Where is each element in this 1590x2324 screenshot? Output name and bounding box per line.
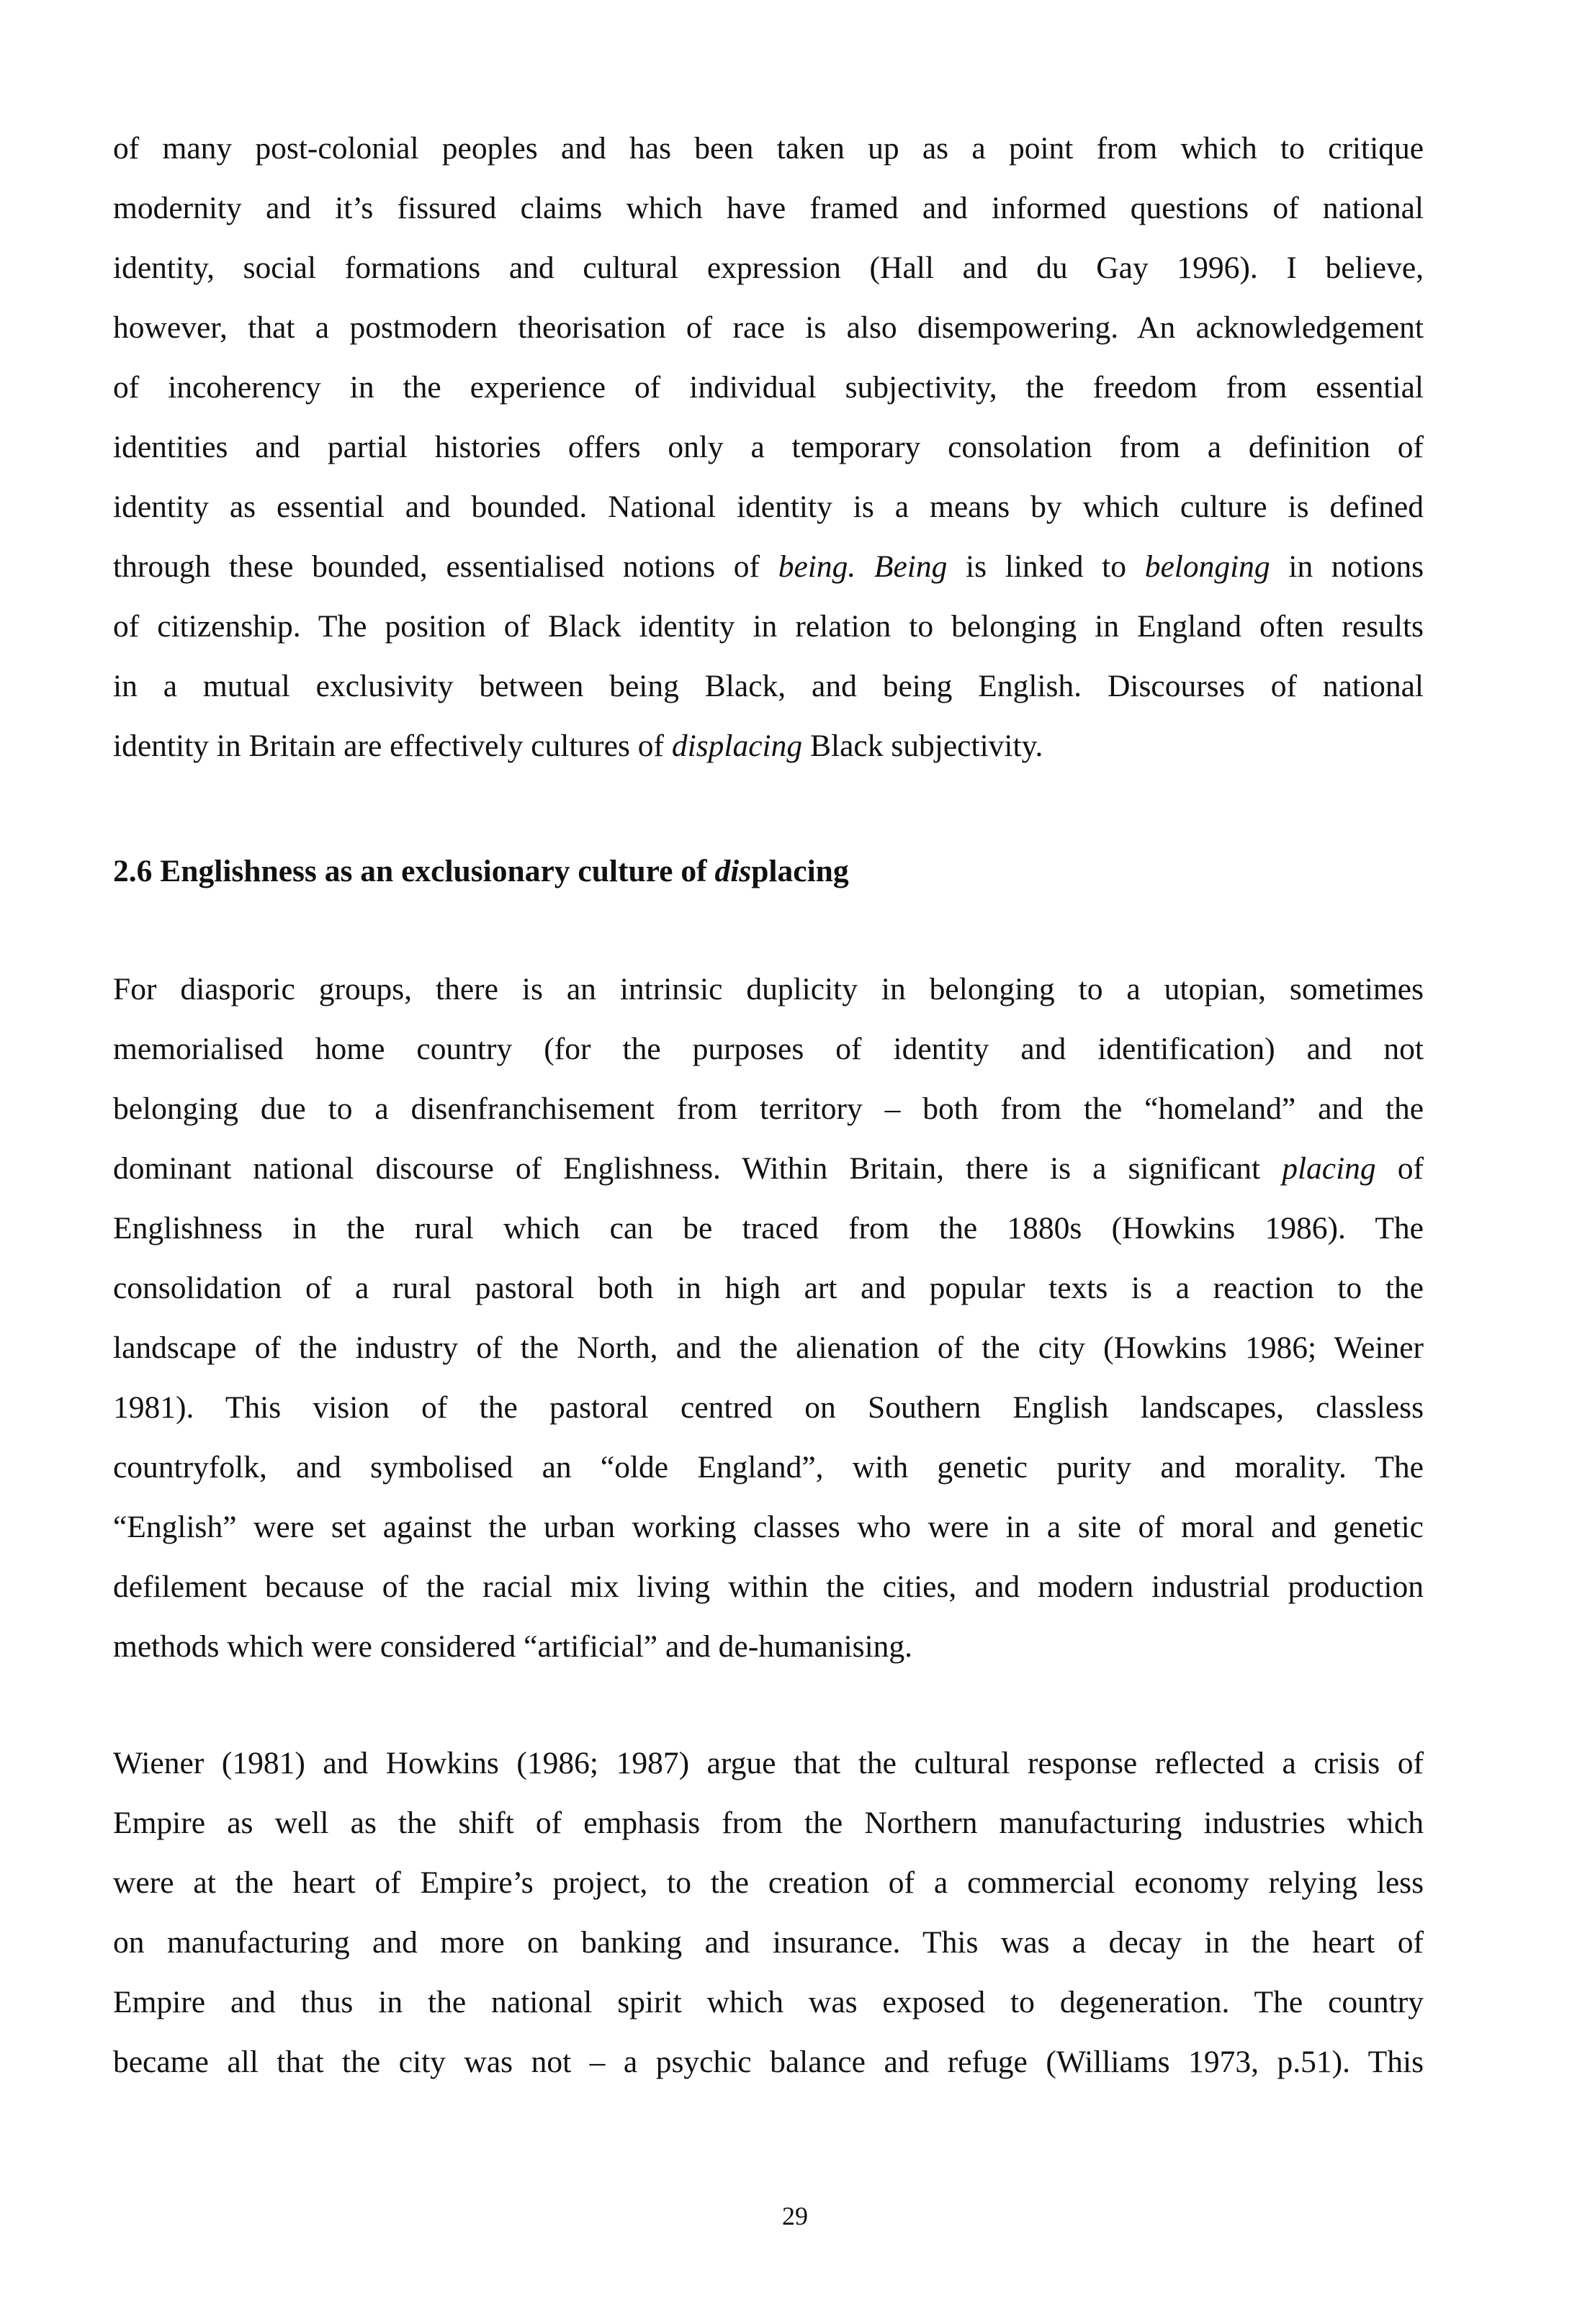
text-line [113,1318,1424,1378]
text-run: of [1375,1151,1424,1186]
text-run: memorialised home country (for the purposes of identity and identification) and not [113,1032,1424,1066]
text-line [113,537,1424,597]
text-run: of citizenship. The position of Black identity in relation to belonging in England often results [113,609,1424,644]
text-line [113,1497,1424,1557]
text-line [113,1973,1424,2032]
text-line [113,657,1424,716]
text-line [113,2032,1424,2092]
text-run: in a mutual exclusivity between being Black, and being English. Discourses of national [113,669,1424,703]
text-line [113,477,1424,537]
text-line [113,1617,1424,1677]
text-run: were at the heart of Empire’s project, to the creation of a commercial economy relying less [113,1865,1424,1900]
body-paragraph-1 [113,119,1424,776]
text-run: of incoherency in the experience of individual subjectivity, the freedom from essential [113,370,1424,405]
text-run: methods which were considered “artificial” and de-humanising. [113,1629,913,1664]
text-run: countryfolk, and symbolised an “olde England”, with genetic purity and morality. The [113,1450,1424,1485]
text-run: consolidation of a rural pastoral both in high art and popular texts is a reaction to the [113,1271,1424,1305]
heading-line [113,842,1424,901]
text-run: became all that the city was not – a psychic balance and refuge (Williams 1973, p.51). This [113,2045,1424,2079]
text-line [113,960,1424,1019]
text-line [113,716,1424,776]
text-run: identity, social formations and cultural expression (Hall and du Gay 1996). I believe, [113,251,1424,285]
text-line [113,1853,1424,1913]
text-run: dominant national discourse of Englishness. Within Britain, there is a significant [113,1151,1283,1186]
italic-text: Being [873,549,948,584]
text-run: Empire and thus in the national spirit which was exposed to degeneration. The country [113,1985,1424,2019]
text-run: on manufacturing and more on banking and insurance. This was a decay in the heart of [113,1925,1424,1960]
italic-text: placing [1282,1151,1376,1186]
text-line [113,1913,1424,1973]
text-line [113,1258,1424,1318]
text-run: defilement because of the racial mix living within the cities, and modern industrial production [113,1569,1424,1604]
text-run: in notions [1270,549,1424,584]
text-line [113,597,1424,657]
text-run: belonging due to a disenfranchisement from territory – both from the “homeland” and the [113,1091,1424,1126]
text-run: is linked to [947,549,1145,584]
text-run: landscape of the industry of the North, and the alienation of the city (Howkins 1986; Weiner [113,1330,1424,1365]
text-line [113,1019,1424,1079]
text-line [113,1557,1424,1617]
text-run: however, that a postmodern theorisation of race is also disempowering. An acknowledgement [113,310,1424,345]
text-line [113,1793,1424,1853]
italic-text: belonging [1144,549,1270,584]
text-run: “English” were set against the urban working classes who were in a site of moral and genetic [113,1510,1424,1544]
text-run: identity as essential and bounded. National identity is a means by which culture is defined [113,490,1424,524]
text-run: Wiener (1981) and Howkins (1986; 1987) argue that the cultural response reflected a crisis of [113,1746,1424,1780]
text-line [113,1378,1424,1438]
text-run: identities and partial histories offers only a temporary consolation from a definition of [113,430,1424,464]
text-run: of many post-colonial peoples and has been taken up as a point from which to critique [113,131,1424,166]
text-run: placing [751,854,849,888]
text-line [113,119,1424,179]
section-heading [113,842,1424,901]
body-paragraph-2 [113,960,1424,1677]
italic-text: dis [714,854,752,888]
text-run: through these bounded, essentialised notions of [113,549,778,584]
italic-text: displacing [671,729,803,763]
italic-text: being. [778,549,856,584]
text-line [113,358,1424,418]
text-line [113,1734,1424,1793]
text-run [855,549,874,584]
text-line [113,1438,1424,1497]
text-line [113,298,1424,358]
text-line [113,1139,1424,1199]
text-run: Englishness in the rural which can be traced from the 1880s (Howkins 1986). The [113,1211,1424,1246]
text-run: Black subjectivity. [802,729,1043,763]
text-run: 1981). This vision of the pastoral centred on Southern English landscapes, classless [113,1390,1424,1425]
text-run: 2.6 Englishness as an exclusionary culture of [113,854,715,888]
text-run: identity in Britain are effectively cultures of [113,729,672,763]
body-paragraph-3 [113,1734,1424,2092]
text-run: For diasporic groups, there is an intrinsic duplicity in belonging to a utopian, sometimes [113,972,1424,1006]
text-run: Empire as well as the shift of emphasis from the Northern manufacturing industries which [113,1806,1424,1840]
text-line [113,418,1424,477]
text-line [113,1079,1424,1139]
page-number: 29 [782,2202,808,2230]
text-run: modernity and it’s fissured claims which have framed and informed questions of national [113,191,1424,225]
text-line [113,238,1424,298]
text-line [113,1199,1424,1258]
text-line [113,179,1424,238]
